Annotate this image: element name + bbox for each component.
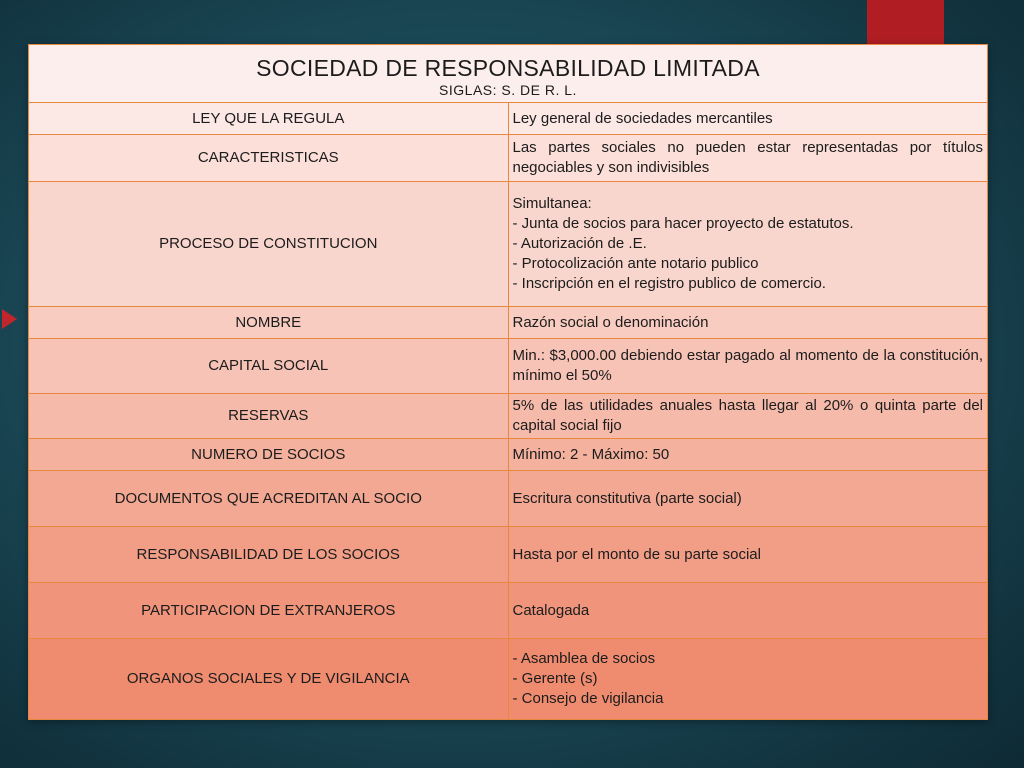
value-line: - Junta de socios para hacer proyecto de estatutos. [512, 215, 854, 232]
row-label: NOMBRE [29, 307, 509, 339]
arrow-right-icon [2, 309, 17, 329]
row-value: Catalogada [508, 583, 988, 639]
row-label: NUMERO DE SOCIOS [29, 439, 509, 471]
value-line: - Protocolización ante notario publico [512, 255, 759, 272]
title-cell [29, 45, 988, 103]
row-label: CAPITAL SOCIAL [29, 339, 509, 394]
table-row [29, 339, 988, 394]
value-line: - Asamblea de socios [512, 650, 656, 667]
table-row [29, 307, 988, 339]
row-value: Escritura constitutiva (parte social) [508, 471, 988, 527]
row-value: Ley general de sociedades mercantiles [508, 103, 988, 135]
table-title-row [29, 45, 988, 103]
table-row [29, 583, 988, 639]
value-line: Simultanea: [512, 195, 592, 212]
row-value: Hasta por el monto de su parte social [508, 527, 988, 583]
row-label: PARTICIPACION DE EXTRANJEROS [29, 583, 509, 639]
table-row [29, 527, 988, 583]
value-line: - Consejo de vigilancia [512, 690, 664, 707]
row-value: Razón social o denominación [508, 307, 988, 339]
table-row [29, 439, 988, 471]
table-row [29, 471, 988, 527]
row-label: DOCUMENTOS QUE ACREDITAN AL SOCIO [29, 471, 509, 527]
row-value [508, 639, 988, 720]
page-subtitle: SIGLAS: S. DE R. L. [439, 81, 577, 98]
row-value: 5% de las utilidades anuales hasta llegar al 20% o quinta parte del capital social fijo [508, 394, 988, 439]
value-line: - Gerente (s) [512, 670, 598, 687]
row-value: Mínimo: 2 - Máximo: 50 [508, 439, 988, 471]
table-row [29, 103, 988, 135]
value-line: - Autorización de .E. [512, 235, 647, 252]
row-value: Las partes sociales no pueden estar representadas por títulos negociables y son indivisibles [508, 135, 988, 182]
row-value [508, 182, 988, 307]
table-row [29, 639, 988, 720]
row-label: RESERVAS [29, 394, 509, 439]
page-title: SOCIEDAD DE RESPONSABILIDAD LIMITADA [256, 54, 760, 81]
value-line: - Inscripción en el registro publico de comercio. [512, 275, 826, 292]
row-label: PROCESO DE CONSTITUCION [29, 182, 509, 307]
table-row [29, 394, 988, 439]
table-row [29, 182, 988, 307]
table-row [29, 135, 988, 182]
accent-bar [867, 0, 944, 44]
row-label: ORGANOS SOCIALES Y DE VIGILANCIA [29, 639, 509, 720]
row-value: Min.: $3,000.00 debiendo estar pagado al momento de la constitución, mínimo el 50% [508, 339, 988, 394]
row-label: CARACTERISTICAS [29, 135, 509, 182]
info-table [28, 44, 988, 720]
row-label: LEY QUE LA REGULA [29, 103, 509, 135]
row-label: RESPONSABILIDAD DE LOS SOCIOS [29, 527, 509, 583]
